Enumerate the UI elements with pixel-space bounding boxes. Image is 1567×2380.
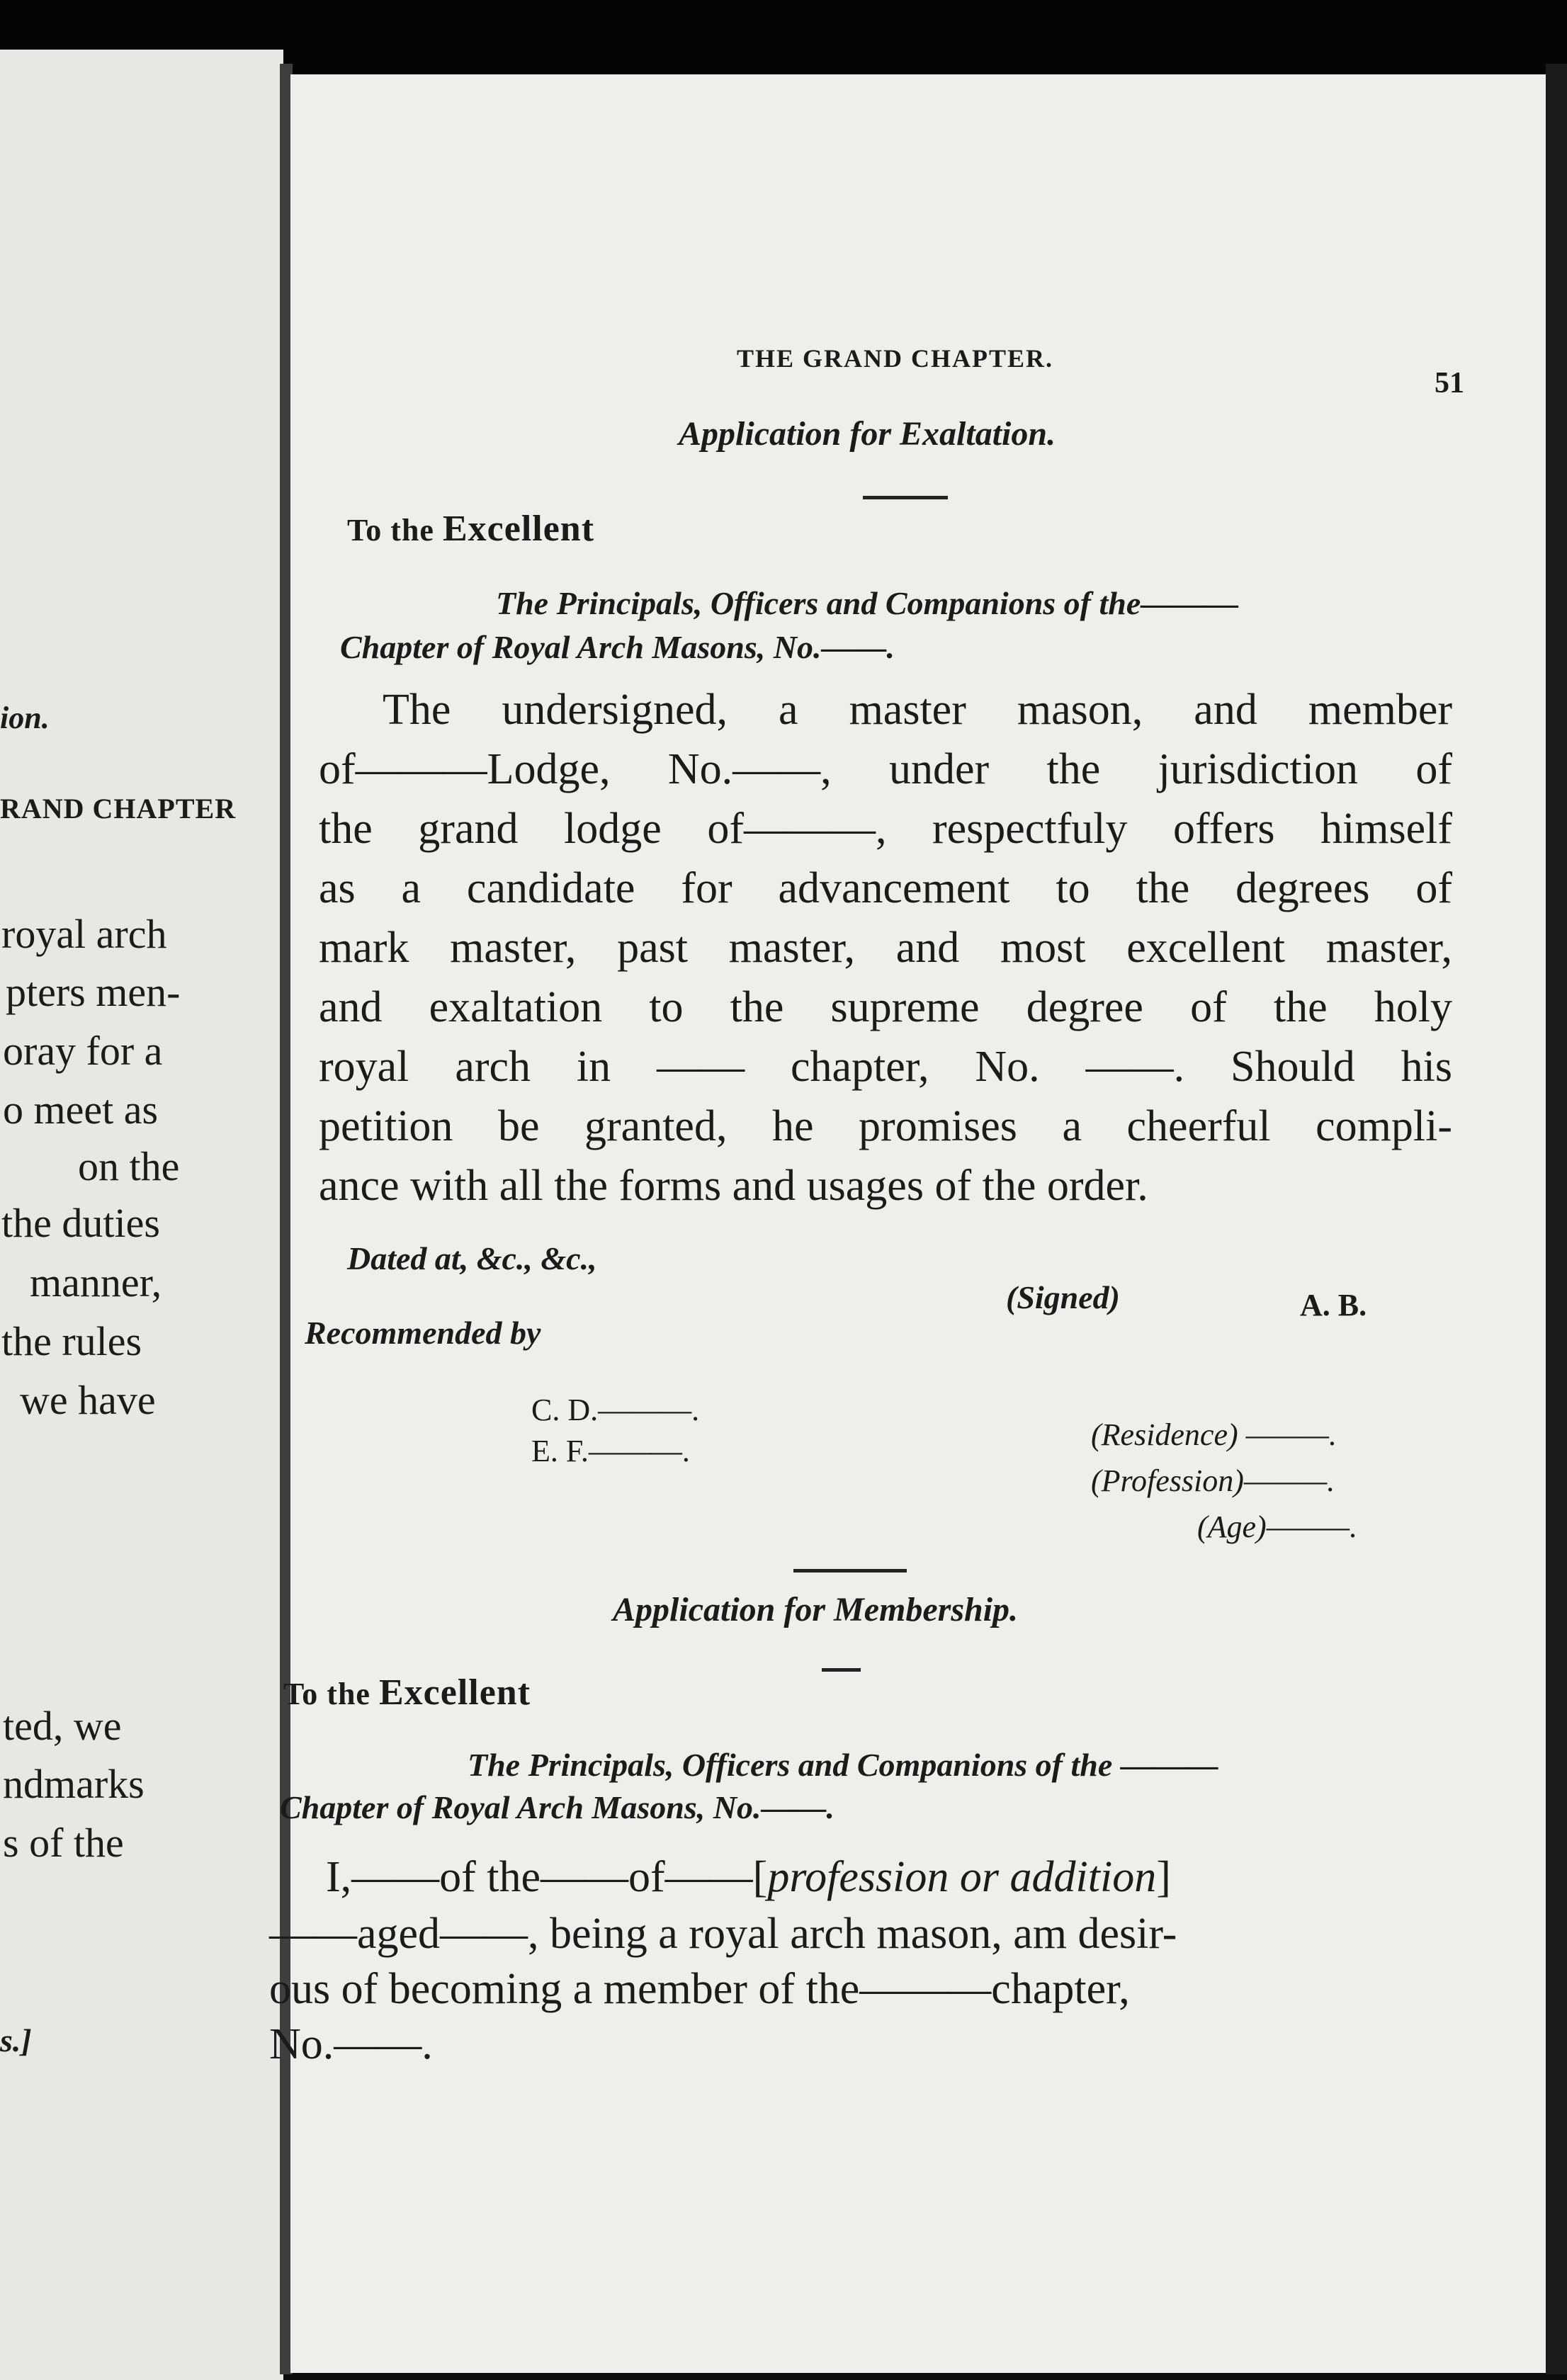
salutation-to: To the [347,513,434,548]
membership-title: Application for Membership. [613,1591,1019,1628]
membership-body-line [326,1852,1171,1903]
left-fragment: ndmarks [3,1761,145,1807]
left-fragment: ion. [0,701,50,735]
body-line: and exaltation to the supreme degree of the holy [319,983,1452,1031]
left-fragment: the duties [1,1200,160,1246]
signer-initials: A. B. [1300,1288,1367,1322]
left-fragment: royal arch [1,911,167,957]
membership-body-line: No.——. [269,2020,433,2068]
exaltation-title: Application for Exaltation. [679,415,1056,453]
running-title: THE GRAND CHAPTER. [737,344,1054,373]
section-rule [793,1569,907,1572]
recommended-by: Recommended by [305,1315,541,1351]
signed-label: (Signed) [1006,1279,1120,1315]
body-line: as a candidate for advancement to the degrees of [319,864,1452,912]
left-fragment: the rules [1,1318,142,1364]
membership-addressee-line2: Chapter of Royal Arch Masons, No.——. [280,1789,835,1825]
residence-field: (Residence) ———. [1091,1417,1337,1452]
page [269,74,1546,2373]
dated-line: Dated at, &c., &c., [347,1240,597,1276]
body-line: of———Lodge, No.——, under the jurisdiction of [319,745,1452,793]
body-text: I,——of the——of——[ [326,1853,768,1901]
recommender-2: E. F.———. [531,1434,690,1468]
salutation-excellent: Excellent [442,509,595,549]
scan-edge [1546,64,1567,2374]
body-line: royal arch in —— chapter, No. ——. Should his [319,1043,1452,1091]
body-line: ance with all the forms and usages of the order. [319,1162,1148,1210]
left-fragment: s of the [3,1820,124,1866]
left-fragment: s.] [0,2022,32,2058]
body-text-italic: profession or addition [767,1853,1157,1901]
left-page-fragment [0,50,283,2380]
profession-field: (Profession)———. [1091,1463,1335,1498]
left-fragment: o meet as [3,1087,159,1133]
left-fragment: we have [20,1377,156,1423]
exaltation-body [319,685,1452,1211]
left-fragment: manner, [30,1259,162,1305]
title-rule [822,1668,861,1672]
body-line: the grand lodge of———, respectfuly offers himself [319,805,1452,853]
membership-addressee-line1: The Principals, Officers and Companions of the ——— [468,1747,1218,1783]
salutation-excellent: Excellent [378,1672,531,1713]
salutation-to: To the [283,1677,370,1711]
left-fragment: oray for a [3,1028,163,1074]
membership-salutation [283,1672,531,1713]
title-rule [863,496,948,499]
exaltation-salutation [347,508,594,550]
membership-body-line: ous of becoming a member of the———chapter, [269,1965,1130,2013]
left-fragment: pters men- [6,969,181,1015]
exaltation-addressee-line2: Chapter of Royal Arch Masons, No.——. [340,629,895,665]
body-line: The undersigned, a master mason, and member [383,686,1452,734]
body-text: ] [1156,1853,1171,1901]
left-fragment: RAND CHAPTER [0,793,237,824]
body-line: petition be granted, he promises a cheerful compli- [319,1102,1452,1150]
recommender-1: C. D.———. [531,1393,700,1427]
left-fragment: on the [78,1143,180,1189]
membership-body-line: ——aged——, being a royal arch mason, am desir- [269,1910,1177,1958]
left-fragment: ted, we [3,1703,122,1749]
exaltation-addressee-line1: The Principals, Officers and Companions of the——— [496,585,1239,621]
page-number: 51 [1435,367,1464,400]
body-line: mark master, past master, and most excellent master, [319,924,1452,972]
age-field: (Age)———. [1197,1509,1358,1544]
